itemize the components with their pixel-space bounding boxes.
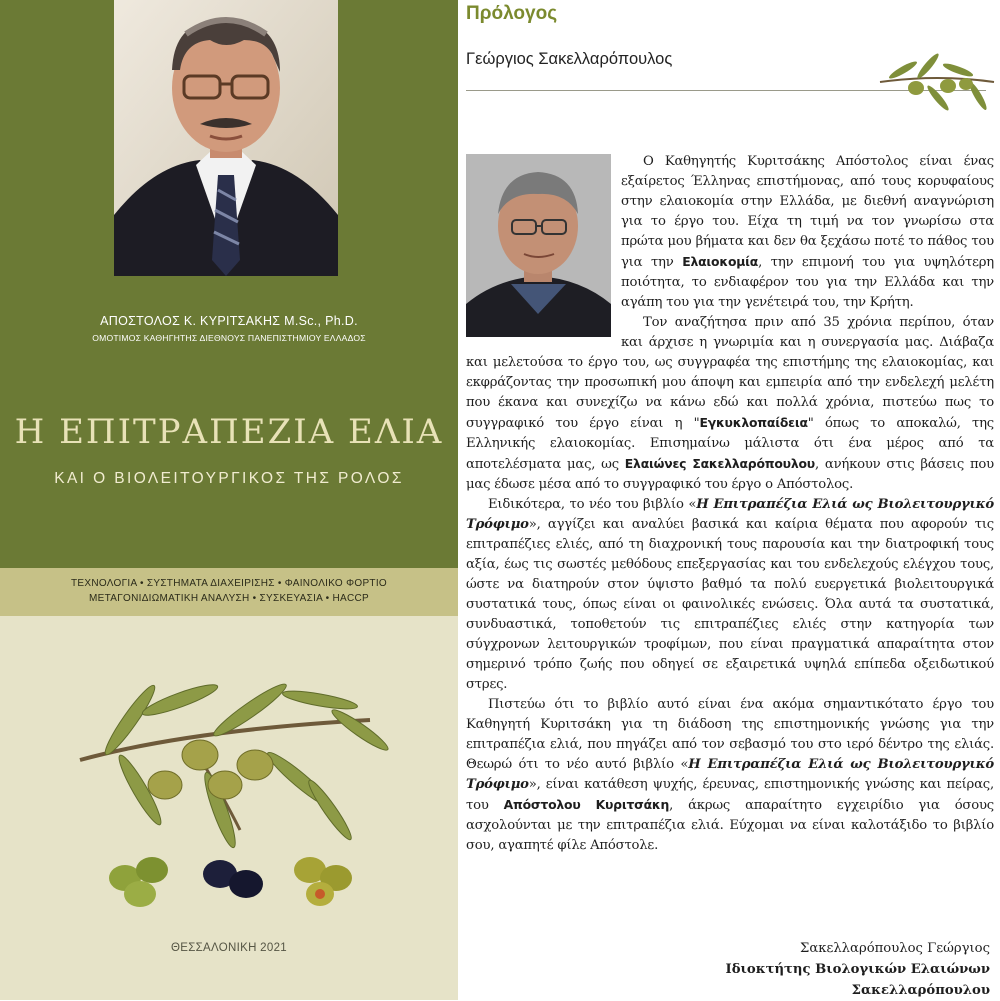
author-name: ΑΠΟΣΤΟΛΟΣ Κ. ΚΥΡΙΤΣΑΚΗΣ M.Sc., Ph.D.	[100, 314, 358, 328]
p3-text-1: Ειδικότερα, το νέο του βιβλίο «	[488, 497, 697, 512]
topics-line-1: ΤΕΧΝΟΛΟΓΙΑ • ΣΥΣΤΗΜΑΤΑ ΔΙΑΧΕΙΡΙΣΗΣ • ΦΑΙΝΟΛΙΚΟ ΦΟΡΤΙΟ	[71, 578, 387, 589]
city-year: ΘΕΣΣΑΛΟΝΙΚΗ 2021	[171, 942, 287, 954]
p2-bold-2: Ελαιώνες Σακελλαρόπουλου	[624, 456, 815, 471]
topics-band	[0, 568, 458, 616]
olive-branch-ornament-icon	[878, 52, 996, 122]
book-cover	[0, 0, 458, 1000]
p4-text-3: , άκρως απαραίτητο εγχειρίδιο για όσους ασχολούνται με την επιτραπέζια ελιά. Εύχομαι να είναι καλοτάξιδο το βιβλίο σου, αγαπητέ φίλε Απόστολε.	[466, 798, 994, 853]
signature-org: Σακελλαρόπουλου	[851, 983, 990, 998]
p4-text-1: Πιστεύω ότι το βιβλίο αυτό είναι ένα ακόμα σημαντικότατο έργο του Καθηγητή Κυριτσάκη για τη διάδοση της επιστημονικής γνώσης για την επιτραπέζια ελιά, που πηγάζει από τον σεβασμό του στο ιερό δέντρο της ελιάς. Θεωρώ ότι το νέο αυτό βιβλίο «	[466, 697, 994, 772]
p3-bold-italic-1: Η Επιτραπέζια Ελιά ως Βιολειτουργικό Τρόφιμο	[466, 497, 994, 532]
p4-text-2: », είναι κατάθεση ψυχής, έρευνας, επιστημονικής γνώσης και πείρας, του	[466, 777, 994, 813]
p4-bold-italic-1: Η Επιτραπέζια Ελιά ως Βιολειτουργικό Τρόφιμο	[466, 757, 995, 792]
p4-bold-1: Απόστολου Κυριτσάκη	[503, 797, 670, 812]
prologue-page	[458, 0, 1000, 1000]
p1-text-2: , την επιμονή του για υψηλότερη ποιότητα, το ενδιαφέρον του για την Ελλάδα και την αγάπη του για την γενέτειρά του, την Κρήτη.	[621, 255, 994, 310]
prologue-author: Γεώργιος Σακελλαρόπουλος	[466, 50, 673, 68]
book-title: Η ΕΠΙΤΡΑΠΕΖΙΑ ΕΛΙΑ	[14, 412, 444, 452]
prologue-heading: Πρόλογος	[466, 3, 558, 24]
paragraph-3	[466, 495, 994, 695]
signature-name: Σακελλαρόπουλος Γεώργιος	[800, 941, 990, 956]
olive-branch-illustration	[70, 660, 390, 910]
p2-bold-1: Εγκυκλοπαίδεια	[699, 415, 808, 430]
p3-text-2: », αγγίζει και αναλύει βασικά και καίρια θέματα που αφορούν τις επιτραπέζιες ελιές, από τη διαχρονική τους παρουσία και την διατροφική τους αξία, έως τις σωστές μεθόδους επεξεργασίας και του ενδελεχούς ελέγχου τους, ώστε να διατηρούν στον ύψιστο βαθμό τα πολύ ευεργετικά βιολειτουργικά συστατικά τους, όπως είναι οι φαινολικές ενώσεις. Όλα αυτά τα συστατικά, συνδυαστικά, τοποθετούν τις επιτραπέζιες ελιές στην κατηγορία των σύγχρονων λειτουργικών τροφίμων, που είναι πραγματικά απαραίτητα στον σημερινό τρόπο ζωής που οδηγεί σε εξαιρετικά υψηλά επίπεδα οξειδωτικού στρες.	[466, 517, 994, 692]
signature-block	[726, 938, 990, 1001]
p2-text-3: , ανήκουν στις βάσεις που μας έδωσε μέσα από το συγγραφικό του έργο ο Απόστολος.	[466, 457, 994, 492]
author-photo	[114, 0, 338, 276]
p2-text-2: " όπως το αποκαλώ, της Ελληνικής ελαιοκομίας. Επισημαίνω μάλιστα ότι ένα μέρος από τα αποτελέσματα μας, ως	[466, 416, 994, 472]
p1-bold-1: Ελαιοκομία	[682, 254, 759, 269]
p2-text-1: Τον αναζήτησα πριν από 35 χρόνια περίπου, όταν και άρχισε η γνωριμία και η συνεργασία μας. Διάβαζα και μελετούσα το έργο του, ως συγγραφέα της επιστήμης της ελαιοκομίας, και εκφράζοντας την προσωπική μου άποψη και εμπειρία από την ενδελεχή μελέτη που έκανα και συνεχίζω να κάνω εδώ και πολλά χρόνια, πιστεύω πως το συγγραφικό του έργο είναι η "	[466, 315, 994, 431]
book-subtitle: ΚΑΙ Ο ΒΙΟΛΕΙΤΟΥΡΓΙΚΟΣ ΤΗΣ ΡΟΛΟΣ	[54, 470, 404, 487]
topics-line-2: ΜΕΤΑΓΟΝΙΔΙΩΜΑΤΙΚΗ ΑΝΑΛΥΣΗ • ΣΥΣΚΕΥΑΣΙΑ • HACCP	[88, 593, 370, 604]
prologue-body	[466, 152, 994, 856]
signature-title: Ιδιοκτήτης Βιολογικών Ελαιώνων	[725, 962, 990, 977]
author-role: ΟΜΟΤΙΜΟΣ ΚΑΘΗΓΗΤΗΣ ΔΙΕΘΝΟΥΣ ΠΑΝΕΠΙΣΤΗΜΙΟΥ ΕΛΛΑΔΟΣ	[92, 333, 366, 343]
p1-text-1: Ο Καθηγητής Κυριτσάκης Απόστολος είναι ένας εξαίρετος Έλληνας επιστήμονας, από τους κορυφαίους στην ελαιοκομία στην Ελλάδα, με διεθνή αναγνώριση για το έργο του. Είχα τη τιμή να τον γνωρίσω στα πρώτα μου βήματα και δεν θα ξεχάσω ποτέ το πάθος του για την	[621, 154, 994, 270]
photo-spacer	[466, 152, 621, 342]
paragraph-4	[466, 695, 994, 856]
